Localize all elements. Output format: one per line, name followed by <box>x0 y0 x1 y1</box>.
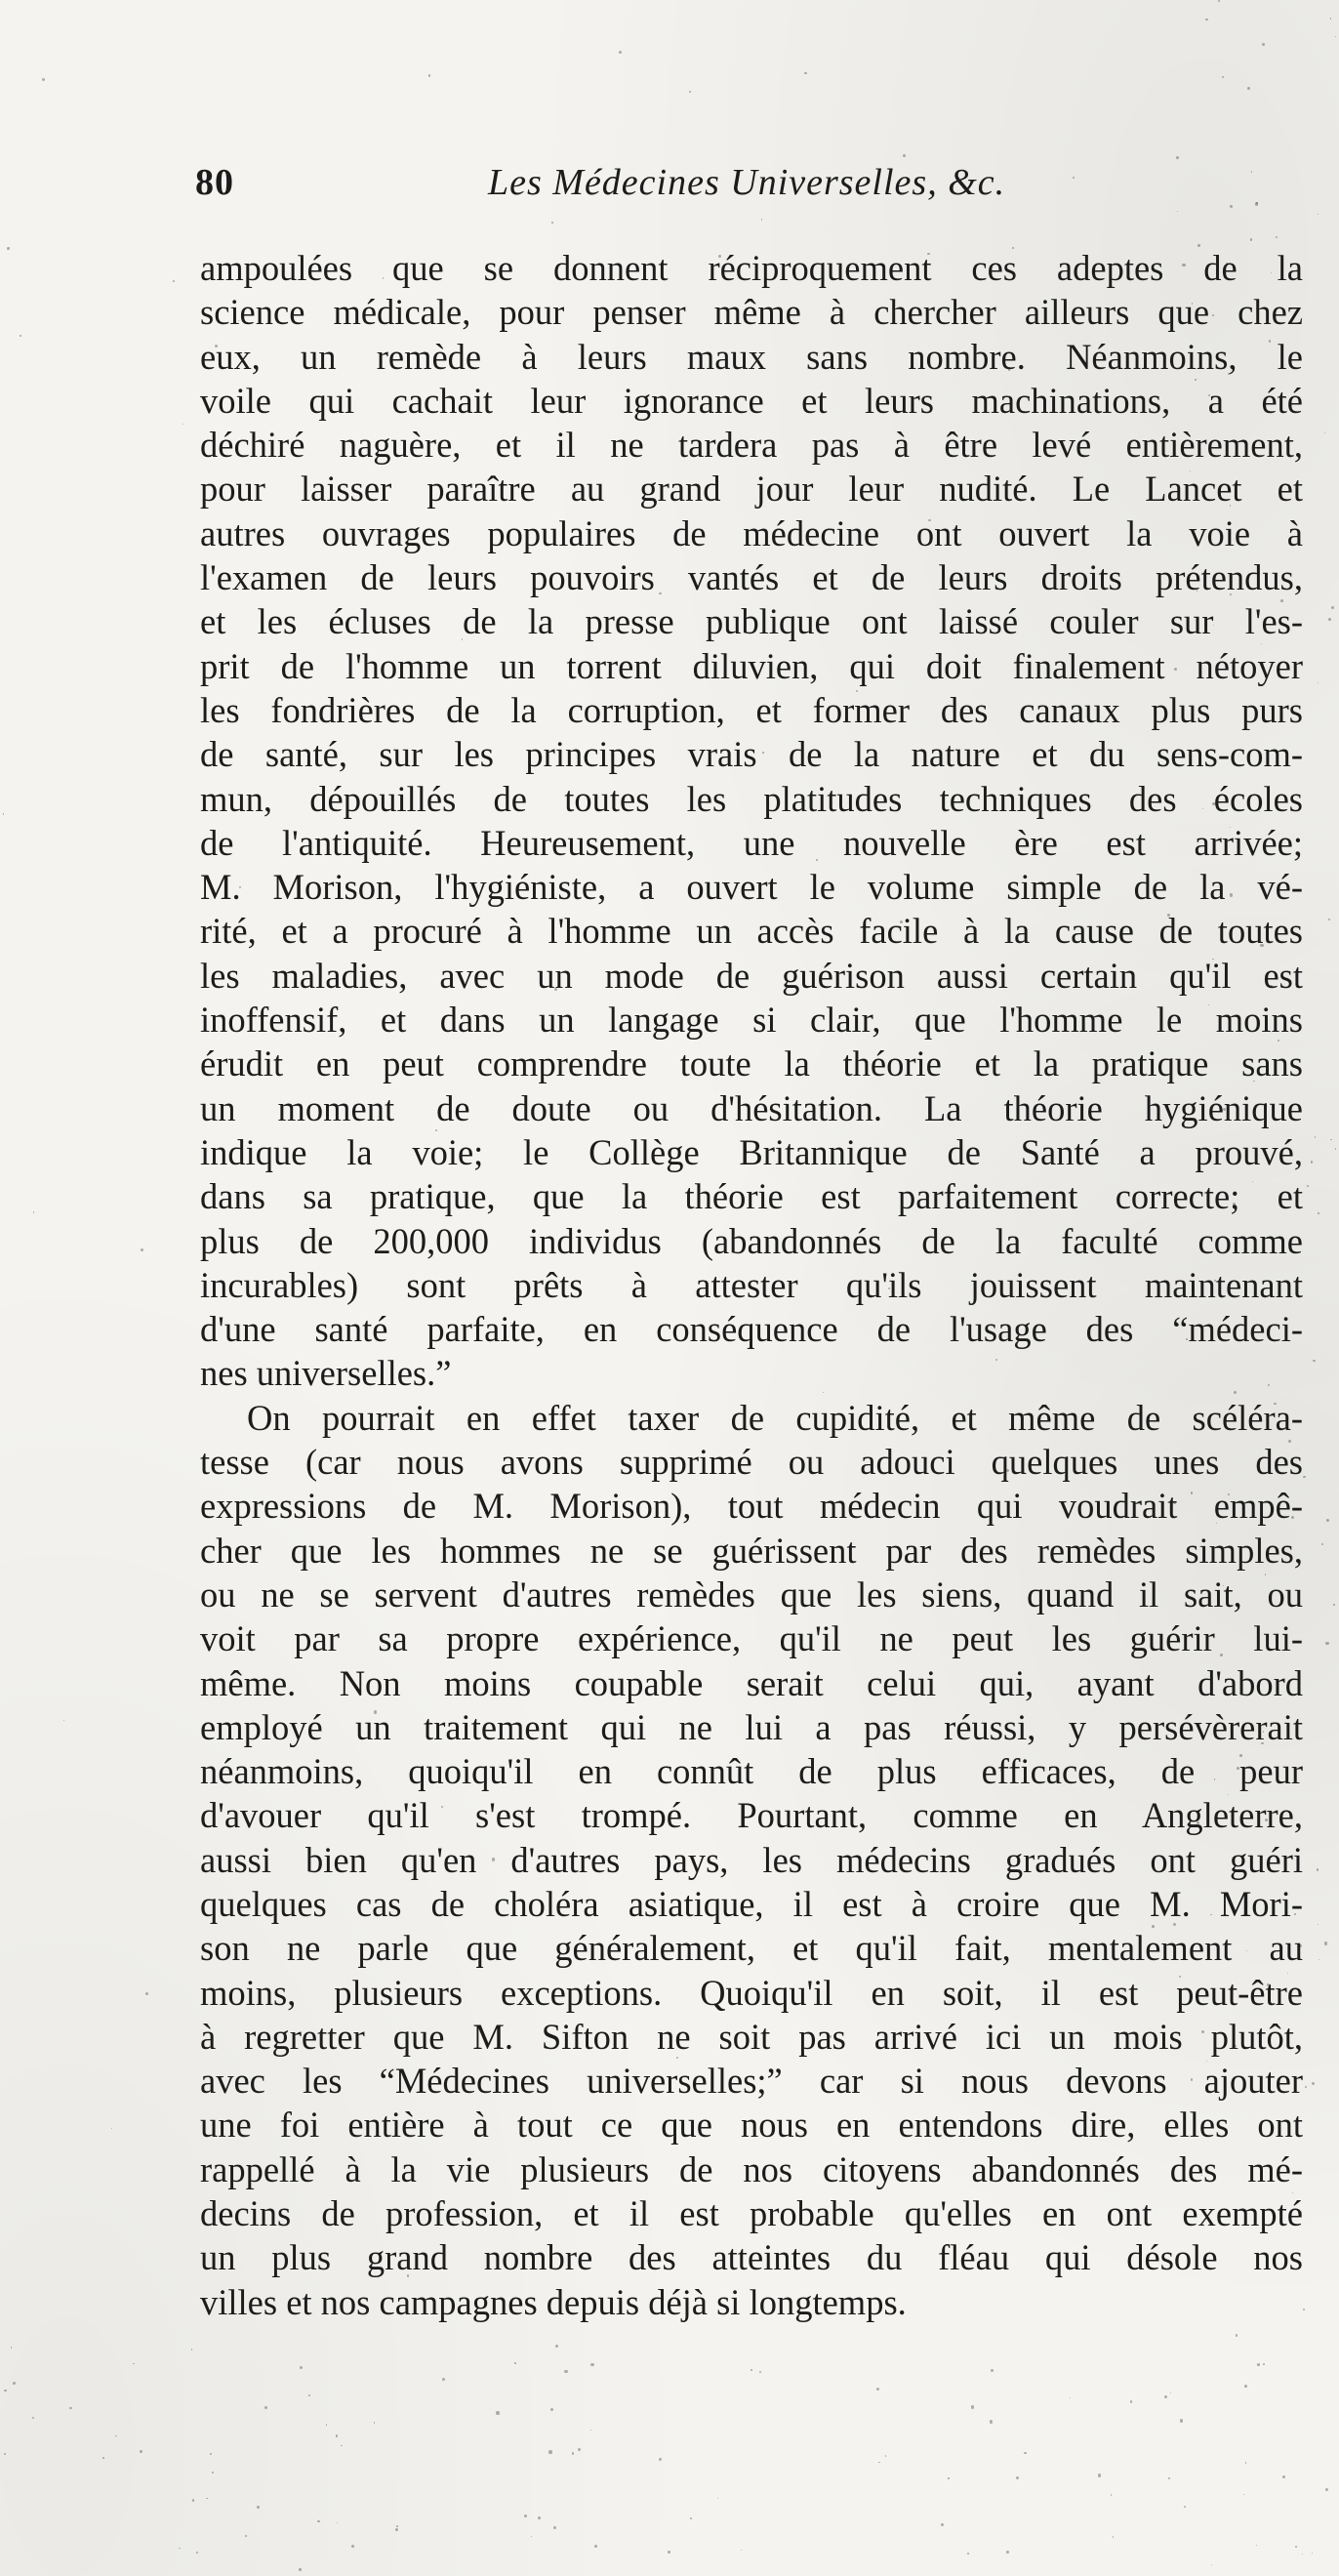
paper-speck <box>179 2548 181 2550</box>
text-line: rité, et a procuré à l'homme un accès facile à la cause de toutes <box>200 911 1303 952</box>
paper-speck <box>1256 2545 1257 2546</box>
paper-speck <box>1288 1440 1291 1443</box>
paper-speck <box>1324 432 1325 433</box>
paper-speck <box>462 638 464 640</box>
text-line: ampoulées que se donnent réciproquement ces adeptes de la <box>200 248 1303 288</box>
paper-speck <box>1313 1360 1315 1362</box>
paper-speck <box>1230 893 1233 896</box>
text-line: néanmoins, quoiqu'il en connût de plus efficaces, de peur <box>200 1751 1303 1792</box>
paper-speck <box>548 2450 551 2453</box>
paper-speck <box>762 752 763 753</box>
paper-speck <box>1318 214 1319 215</box>
paper-speck <box>1318 1924 1319 1926</box>
paper-speck <box>1236 2334 1238 2337</box>
paper-speck <box>206 2498 207 2499</box>
paper-speck <box>814 360 817 363</box>
paper-speck <box>1230 593 1232 595</box>
paper-speck <box>1170 2392 1171 2393</box>
paper-speck <box>1328 618 1331 621</box>
paper-speck <box>140 2450 142 2453</box>
paper-speck <box>32 2417 34 2419</box>
paper-speck <box>1184 2506 1186 2508</box>
paper-speck <box>1335 36 1336 37</box>
paper-speck <box>4 2453 6 2455</box>
paper-speck <box>1318 682 1319 683</box>
paper-speck <box>524 2515 527 2517</box>
text-line: ou ne se servent d'autres remèdes que les siens, quand il sait, ou <box>200 1574 1303 1615</box>
paper-speck <box>1164 2395 1167 2398</box>
paper-speck <box>751 2369 752 2371</box>
paper-speck <box>555 2345 558 2348</box>
text-line: déchiré naguère, et il ne tardera pas à être levé entièrement, <box>200 425 1303 466</box>
paper-speck <box>1098 2474 1101 2476</box>
paper-speck <box>1176 156 1179 159</box>
paper-speck <box>1197 1821 1199 1824</box>
paper-speck <box>1218 0 1220 2</box>
text-line: incurables) sont prêts à attester qu'ils jouissent maintenant <box>200 1264 1303 1305</box>
text-line: voit par sa propre expérience, qu'il ne peut les guérir lui- <box>200 1618 1303 1659</box>
text-line: d'avouer qu'il s'est trompé. Pourtant, comme en Angleterre, <box>200 1795 1303 1836</box>
paper-speck <box>878 2462 879 2463</box>
paper-speck <box>1326 1519 1329 1522</box>
text-line: autres ouvrages populaires de médecine ont ouvert la voie à <box>200 512 1303 553</box>
paper-speck <box>20 335 21 337</box>
text-line: cher que les hommes ne se guérissent par des remèdes simples, <box>200 1530 1303 1571</box>
paper-speck <box>991 2369 994 2372</box>
paper-speck <box>967 2553 969 2555</box>
paper-speck <box>1311 1161 1313 1163</box>
paper-speck <box>115 2435 116 2436</box>
paper-speck <box>336 2434 338 2436</box>
paper-speck <box>590 2363 593 2366</box>
paper-speck <box>11 2347 12 2348</box>
text-line: une foi entière à tout ce que nous en entendons dire, elles ont <box>200 2105 1303 2146</box>
paper-speck <box>1198 710 1200 712</box>
text-line: de santé, sur les principes vrais de la nature et du sens-com- <box>200 734 1303 775</box>
paper-speck <box>1274 1403 1276 1405</box>
paper-speck <box>1330 18 1332 20</box>
paper-speck <box>1197 244 1199 246</box>
paper-speck <box>572 2452 574 2454</box>
text-line: à regretter que M. Sifton ne soit pas arrivé ici un mois plutôt, <box>200 2016 1303 2057</box>
paper-speck <box>1239 1754 1242 1757</box>
paper-speck <box>1250 238 1252 240</box>
paper-speck <box>514 2362 515 2363</box>
paper-speck <box>141 1248 143 1251</box>
paper-speck <box>13 2382 16 2385</box>
text-line: prit de l'homme un torrent diluvien, qui doit finalement nétoyer <box>200 645 1303 686</box>
paper-speck <box>1173 1501 1176 1504</box>
paper-speck <box>1237 1767 1239 1770</box>
paper-speck <box>1295 2546 1297 2548</box>
paper-speck <box>990 2420 993 2423</box>
paper-speck <box>245 2535 247 2537</box>
text-line: les maladies, avec un mode de guérison aussi certain qu'il est <box>200 955 1303 996</box>
paper-speck <box>541 2121 543 2123</box>
paper-speck <box>442 2378 445 2381</box>
text-line: un moment de doute ou d'hésitation. La théorie hygiénique <box>200 1087 1303 1128</box>
paper-speck <box>995 1359 997 1361</box>
paper-speck <box>1000 1769 1002 1771</box>
paper-speck <box>1113 2536 1114 2537</box>
paper-speck <box>804 72 807 75</box>
paper-speck <box>741 2550 742 2551</box>
paper-speck <box>1265 1819 1268 1821</box>
paper-speck <box>903 154 906 157</box>
paper-speck <box>885 2455 886 2456</box>
paper-speck <box>1252 1181 1253 1182</box>
text-line: même. Non moins coupable serait celui qui, ayant d'abord <box>200 1662 1303 1703</box>
paper-speck <box>900 920 903 923</box>
paper-speck <box>308 2394 310 2396</box>
paper-speck <box>1292 2192 1293 2193</box>
paper-speck <box>590 2430 591 2431</box>
text-line: tesse (car nous avons supprimé ou adouci quelques unes des <box>200 1442 1303 1483</box>
text-line: dans sa pratique, que la théorie est parfaitement correcte; et <box>200 1176 1303 1217</box>
paper-speck <box>1152 1925 1155 1928</box>
page-header <box>195 161 1308 220</box>
paper-speck <box>1271 272 1272 273</box>
text-line: moins, plusieurs exceptions. Quoiqu'il en soit, il est peut-être <box>200 1972 1303 2013</box>
page-number: 80 <box>195 162 234 203</box>
paper-speck <box>212 2472 214 2474</box>
text-line: quelques cas de choléra asiatique, il est à croire que M. Mori- <box>200 1883 1303 1924</box>
paper-speck <box>948 2477 949 2478</box>
paper-speck <box>3 813 5 815</box>
paper-speck <box>538 2516 541 2519</box>
paper-speck <box>876 2388 879 2391</box>
paper-speck <box>102 2457 104 2459</box>
paper-speck <box>1331 606 1334 609</box>
paper-speck <box>1247 87 1250 90</box>
paper-speck <box>1005 1469 1008 1472</box>
paper-speck <box>299 2568 301 2570</box>
paper-speck <box>1103 985 1106 988</box>
paper-speck <box>1267 1983 1270 1986</box>
paper-speck <box>1243 2494 1244 2495</box>
paper-speck <box>1263 2363 1265 2365</box>
paper-speck <box>856 690 858 692</box>
paper-speck <box>1303 1476 1305 1478</box>
paper-speck <box>1325 1642 1328 1645</box>
paper-speck <box>395 2528 398 2531</box>
paper-speck <box>1262 43 1265 46</box>
text-line: et les écluses de la presse publique ont laissé couler sur l'es- <box>200 601 1303 642</box>
paper-speck <box>1179 1976 1181 1978</box>
paper-speck <box>553 2526 556 2529</box>
paper-speck <box>1317 1868 1319 1871</box>
paper-speck <box>759 2371 761 2373</box>
paper-speck <box>1070 2397 1072 2399</box>
paper-speck <box>1228 1794 1229 1795</box>
paper-speck <box>1226 263 1228 265</box>
paper-speck <box>1186 1338 1188 1340</box>
paper-speck <box>717 2498 718 2499</box>
paper-speck <box>7 247 10 250</box>
paper-speck <box>578 2448 581 2451</box>
paper-speck <box>1299 1944 1302 1947</box>
paper-speck <box>1016 2476 1019 2479</box>
paper-speck <box>192 2499 195 2502</box>
paper-speck <box>435 1129 437 1131</box>
text-line: inoffensif, et dans un langage si clair, que l'homme le moins <box>200 1000 1303 1041</box>
paper-speck <box>1325 2488 1328 2491</box>
paper-speck <box>1318 1212 1319 1214</box>
paper-speck <box>551 222 553 224</box>
paper-speck <box>928 519 931 522</box>
paper-speck <box>659 2458 662 2461</box>
paper-speck <box>1333 1604 1335 1606</box>
text-line: son ne parle que généralement, et qu'il fait, mentalement au <box>200 1928 1303 1969</box>
paper-speck <box>407 2274 410 2277</box>
paper-speck <box>326 2424 327 2425</box>
paper-speck <box>133 2363 135 2365</box>
paper-speck <box>594 2545 597 2548</box>
running-title: Les Médecines Universelles, &c. <box>488 162 1006 203</box>
paper-speck <box>1321 1543 1323 1545</box>
paper-speck <box>4 2390 7 2392</box>
paper-speck <box>492 1858 495 1860</box>
text-line: les fondrières de la corruption, et former des canaux plus purs <box>200 689 1303 730</box>
text-line: eux, un remède à leurs maux sans nombre. Néanmoins, le <box>200 336 1303 377</box>
paper-speck <box>1233 1203 1236 1206</box>
text-line: d'une santé parfaite, en conséquence de l'usage des “médeci- <box>200 1309 1303 1350</box>
text-line: érudit en peut comprendre toute la théorie et la pratique sans <box>200 1043 1303 1084</box>
paper-speck <box>668 2551 670 2554</box>
paper-speck <box>173 280 175 282</box>
paper-speck <box>428 74 430 76</box>
paper-speck <box>1024 2452 1026 2454</box>
paper-speck <box>1263 1731 1265 1733</box>
paper-speck <box>300 2366 303 2369</box>
paper-speck <box>690 2517 692 2519</box>
paper-speck <box>1335 1148 1337 1150</box>
text-line: science médicale, pour penser même à chercher ailleurs que chez <box>200 292 1303 333</box>
paper-speck <box>1228 373 1230 375</box>
text-line: avec les “Médecines universelles;” car si nous devons ajouter <box>200 2061 1303 2102</box>
paper-speck <box>145 1992 148 1995</box>
paper-speck <box>531 2536 532 2537</box>
paper-speck <box>210 2453 212 2455</box>
text-line: expressions de M. Morison), tout médecin qui voudrait empê- <box>200 1486 1303 1527</box>
paper-speck <box>1302 2554 1303 2555</box>
paper-speck <box>1315 1136 1316 1137</box>
text-line: un plus grand nombre des atteintes du fléau qui désole nos <box>200 2237 1303 2278</box>
paper-speck <box>111 2128 112 2129</box>
paper-speck <box>1245 2462 1246 2463</box>
paper-speck <box>971 2405 974 2408</box>
text-line: rappellé à la vie plusieurs de nos citoyens abandonnés des mé- <box>200 2148 1303 2189</box>
paper-speck <box>1205 19 1208 21</box>
text-line: mun, dépouillés de toutes les platitudes techniques des écoles <box>200 778 1303 819</box>
paper-speck <box>257 2506 260 2509</box>
paper-speck <box>396 2525 398 2527</box>
paper-speck <box>986 1780 987 1781</box>
paper-speck <box>1180 2419 1183 2422</box>
paper-speck <box>823 1392 824 1393</box>
paper-speck <box>1216 1523 1217 1524</box>
text-line: de l'antiquité. Heureusement, une nouvelle ère est arrivée; <box>200 822 1303 863</box>
paper-speck <box>1280 599 1283 602</box>
text-line: voile qui cachait leur ignorance et leurs machinations, a été <box>200 380 1303 421</box>
paper-speck <box>1312 2082 1315 2085</box>
paper-speck <box>69 2407 71 2409</box>
paper-speck <box>1257 2363 1260 2366</box>
text-line: plus de 200,000 individus (abandonnés de la faculté comme <box>200 1220 1303 1261</box>
paper-speck <box>374 1710 377 1713</box>
paper-speck <box>1130 2400 1132 2402</box>
paper-speck <box>1312 2553 1313 2554</box>
paper-speck <box>1235 2045 1237 2047</box>
paper-speck <box>941 2523 944 2526</box>
paper-speck <box>1222 76 1225 79</box>
text-line: On pourrait en effet taxer de cupidité, et même de scéléra- <box>247 1397 1303 1438</box>
paper-speck <box>1201 2030 1204 2033</box>
paper-speck <box>1012 247 1014 249</box>
paper-speck <box>33 1211 35 1213</box>
paper-speck <box>1008 369 1010 371</box>
text-line: decins de profession, et il est probable qu'elles en ont exempté <box>200 2193 1303 2234</box>
text-line: l'examen de leurs pouvoirs vantés et de leurs droits prétendus, <box>200 557 1303 598</box>
paper-speck <box>1324 1942 1327 1944</box>
paper-speck <box>1307 1185 1309 1187</box>
paper-speck <box>351 2545 354 2548</box>
paper-speck <box>1276 236 1278 238</box>
paper-speck <box>1210 1914 1211 1915</box>
paper-speck <box>1212 314 1214 316</box>
paper-speck <box>1111 2494 1113 2496</box>
paper-speck <box>1303 2309 1305 2310</box>
paper-speck <box>1294 1913 1296 1915</box>
paper-speck <box>689 91 691 93</box>
paper-speck <box>1305 2086 1307 2088</box>
paper-speck <box>196 2552 198 2554</box>
paper-speck <box>1214 1280 1216 1282</box>
paper-speck <box>1282 2475 1285 2478</box>
paper-speck <box>1319 1959 1320 1961</box>
text-line: M. Morison, l'hygiéniste, a ouvert le volume simple de la vé- <box>200 867 1303 908</box>
paper-speck <box>550 2408 553 2411</box>
paper-speck <box>341 2445 342 2446</box>
paper-speck <box>383 277 384 278</box>
paper-speck <box>1211 2564 1212 2565</box>
paper-speck <box>42 78 45 81</box>
paper-speck <box>496 2411 499 2414</box>
paper-speck <box>215 345 218 348</box>
paper-speck <box>1298 2211 1301 2214</box>
paper-speck <box>1269 340 1272 343</box>
paper-speck <box>1259 811 1260 812</box>
text-line: aussi bien qu'en d'autres pays, les médecins gradués ont guéri <box>200 1839 1303 1880</box>
paper-speck <box>1073 177 1075 179</box>
text-line: villes et nos campagnes depuis déjà si longtemps. <box>200 2281 907 2322</box>
paper-speck <box>1328 919 1330 920</box>
paper-speck <box>374 2422 376 2424</box>
paper-speck <box>317 2520 320 2523</box>
text-line: pour laisser paraître au grand jour leur nudité. Le Lancet et <box>200 469 1303 510</box>
text-line: indique la voie; le Collège Britannique de Santé a prouvé, <box>200 1131 1303 1172</box>
text-line: nes universelles.” <box>200 1353 452 1394</box>
body-text <box>200 246 1303 2324</box>
paper-speck <box>619 51 622 54</box>
paper-speck <box>63 1720 65 1722</box>
paper-speck <box>1167 914 1170 917</box>
paper-speck <box>1330 1139 1331 1140</box>
paper-speck <box>1168 2477 1170 2479</box>
paper-speck <box>1191 1492 1194 1494</box>
paper-speck <box>1220 1654 1223 1656</box>
paper-speck <box>564 2370 567 2373</box>
paper-speck <box>264 2406 267 2409</box>
paper-speck <box>1208 394 1210 396</box>
paper-speck <box>1244 2385 1247 2388</box>
paper-speck <box>1006 2551 1009 2554</box>
paper-speck <box>191 2349 193 2351</box>
paper-speck <box>337 2522 339 2524</box>
text-line: employé un traitement qui ne lui a pas réussi, y persévèrerait <box>200 1706 1303 1747</box>
paper-speck <box>1260 944 1263 947</box>
